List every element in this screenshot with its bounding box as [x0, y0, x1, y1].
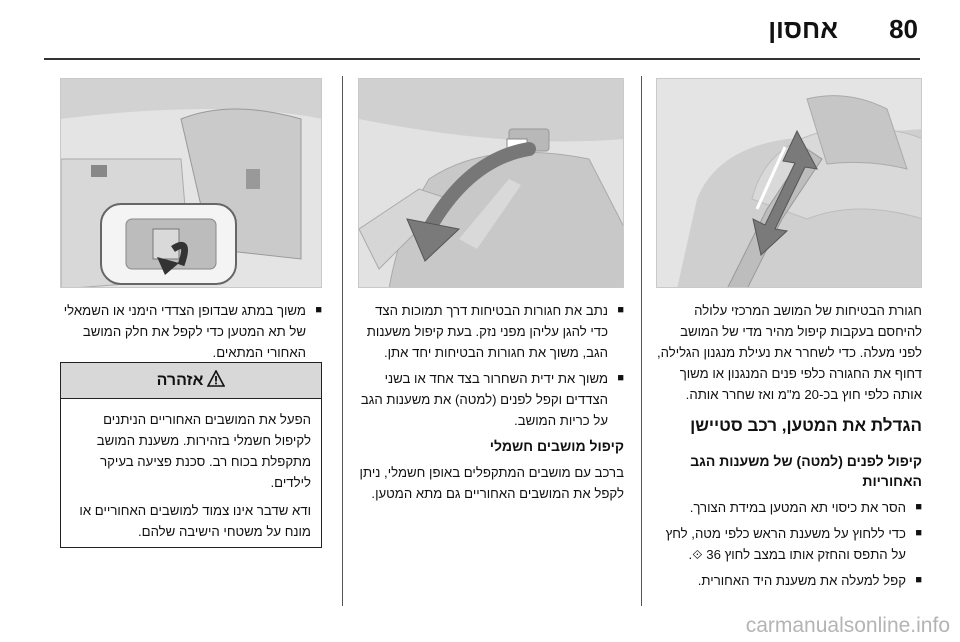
subheading: קיפול מושבים חשמלי	[489, 438, 624, 454]
subheading: קיפול לפנים (למטה) של משענות הגב האחוריות	[690, 453, 922, 489]
bullet-item: ■ הסר את כיסוי תא המטען במידת הצורך.	[656, 497, 922, 518]
column-divider-right	[641, 76, 642, 606]
section-heading: הגדלת את המטען, רכב סטיישן	[690, 416, 922, 435]
warning-title: אזהרה	[156, 371, 204, 389]
warning-box	[60, 362, 322, 548]
right-column	[656, 300, 922, 596]
page-header	[0, 10, 960, 50]
bullet-item: ■ קפל למעלה את משענת היד האחורית.	[656, 570, 922, 591]
middle-column	[358, 300, 624, 509]
intro-paragraph: חגורת הבטיחות של המושב המרכזי עלולה להיחסם בעקבות קיפול מהיר מדי של המושב לפני מעלה. כדי לשחרר את נעילת מנגנון הגלילה, דחוף את החגורה כלפי פנים המנגנון או משוך אותה כלפי חוץ בכ-20 מ"מ ואז שחרר אותה.	[656, 303, 922, 402]
warning-paragraph: ודא שדבר אינו צמוד למושבים האחוריים או מונח על משטחי הישיבה שלהם.	[79, 503, 311, 539]
bullet-item: ■ כדי ללחוץ על משענת הראש כלפי מטה, לחץ על התפס והחזק אותו במצב לחוץ 36 ⟐.	[656, 523, 922, 565]
bullet-item: ■ משוך במתג שבדופן הצדדי הימני או השמאלי של תא המטען כדי לקפל את חלק המושב האחורי המתאים.	[60, 300, 322, 363]
warning-body	[61, 399, 321, 542]
watermark: carmanualsonline.info	[745, 614, 950, 637]
section-title: אחסון	[768, 14, 838, 44]
page-number: 80	[889, 14, 918, 44]
column-divider-left	[342, 76, 343, 606]
body-paragraph: ברכב עם מושבים המתקפלים באופן חשמלי, ניתן לקפל את המושבים האחוריים גם מתא המטען.	[359, 465, 624, 501]
warning-icon	[207, 370, 225, 392]
bullet-item: ■ נתב את חגורות הבטיחות דרך תמוכות הצד כדי להגן עליהן מפני נזק. בעת קיפול משענות הגב, משוך את חגורות הבטיחות יחד אתן.	[358, 300, 624, 363]
backrest-fold-illustration	[358, 78, 624, 288]
seatbelt-illustration	[656, 78, 922, 288]
bullet-item: ■ משוך את ידית השחרור בצד אחד או בשני הצדדים וקפל לפנים (למטה) את משענות הגב על כריות המושב.	[358, 368, 624, 431]
header-divider	[44, 58, 920, 60]
warning-header	[61, 363, 321, 399]
left-column	[60, 300, 322, 368]
trunk-switch-illustration	[60, 78, 322, 288]
warning-paragraph: הפעל את המושבים האחוריים הניתנים לקיפול חשמלי בזהירות. משענת המושב מתקפלת בכוח רב. סכנת פציעה בעיקר לילדים.	[96, 412, 311, 490]
